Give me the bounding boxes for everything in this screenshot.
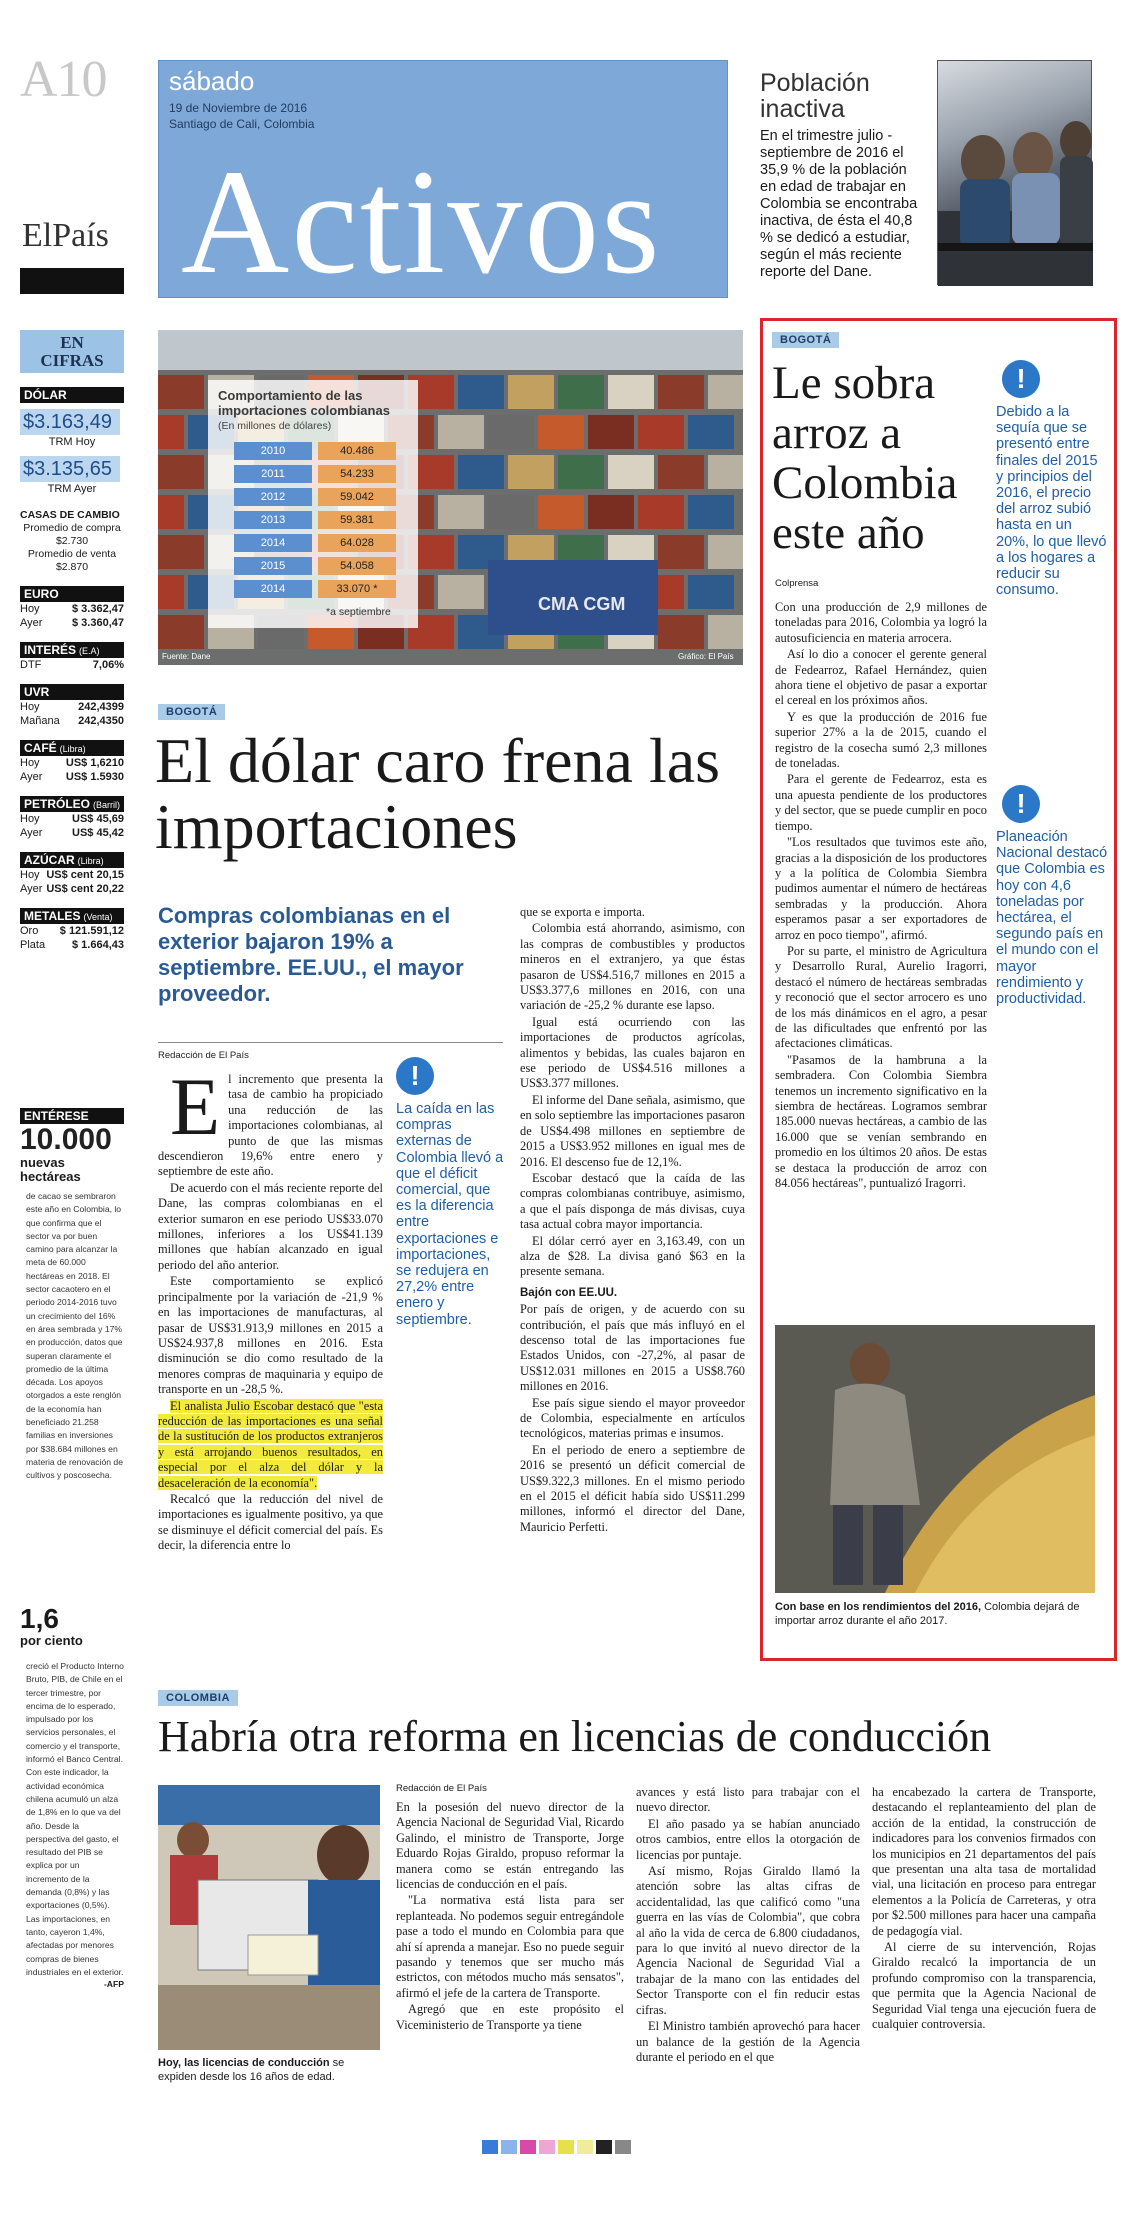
container-shape <box>708 375 743 409</box>
petroleo-header <box>20 796 124 812</box>
arroz-caption <box>775 1600 1095 1628</box>
imports-value-cell: 40.486 <box>318 442 396 460</box>
dolar-c2-subhead: Bajón con EE.UU. <box>520 1286 618 1299</box>
metales-row <box>20 938 124 952</box>
container-shape <box>158 615 204 649</box>
casas-venta-value: $2.870 <box>55 561 89 573</box>
dolar-c2-p4: El informe del Dane señala, asimismo, que en solo septiembre las importaciones pasaron de US$4.498 millones en septiembre de 2015 a US$3.952 millones en igual mes de 2016. El descenso fue de 12,1%. <box>520 1092 745 1169</box>
arroz-sidenote-2: Planeación Nacional destacó que Colombia es hoy con 4,6 toneladas por hectárea, el segundo país en el mundo con el mayor rendimiento y productividad. <box>996 829 1108 1008</box>
dolar-ayer-value: $3.135,65 <box>20 456 120 482</box>
container-shape <box>688 575 734 609</box>
licencias-c2-p1: avances y está listo para trabajar con el nuevo director. <box>636 1785 860 1815</box>
chile-text: creció el Producto Interno Bruto, PIB, de Chile en el tercer trimestre, por encima de lo esperado, impulsado por los servicios personales, el comercio y el transporte, informó el Banco Central. Con este indicador, la actividad económica chilena acumuló un alza de 1,8% en lo que va del año. Desde la perspectiva del gasto, el resultado del PIB se explica por un incremento de la demanda (0,8%) y las exportaciones (0,5%). Las importaciones, en tanto, cayeron 1,4%, afectadas por menores compras de bienes industriales en el exterior. <box>26 1661 124 1977</box>
svg-text:CMA CGM: CMA CGM <box>538 594 626 614</box>
arroz-kicker: BOGOTÁ <box>772 332 839 348</box>
enterese-text: de cacao se sembraron este año en Colombia, lo que confirma que el sector va por buen camino para alcanzar la meta de 60.000 hectáreas en 2018. El sector cacaotero en el periodo 2014-2016 tuvo un crecimiento del 16% en área sembrada y 17% en producción, datos que superan claramente el promedio de la última década. Los apoyos otorgados a este renglón de la economía han beneficiado 21.258 familias en inversiones por $38.684 millones en materia de renovación de cultivos y poscosecha. <box>26 1191 123 1481</box>
container-shape <box>538 415 584 449</box>
cafe-row <box>20 756 124 770</box>
container-shape <box>508 455 554 489</box>
license-office-image <box>158 1785 380 2050</box>
cafe-row-value: US$ 1.5930 <box>65 771 124 783</box>
arroz-headline: Le sobra arroz a Colombia este año <box>772 357 958 559</box>
imports-value-cell: 59.381 <box>318 511 396 529</box>
enterese-number: 10.000 <box>20 1123 112 1156</box>
uvr-header-label: UVR <box>24 685 50 699</box>
container-shape <box>458 375 504 409</box>
dolar-c2-p3: Igual está ocurriendo con las importaciones de productos agrícolas, alimentos y bebidas, las cuales bajaron en ese periodo de US$4.516 millones a US$3.377 millones. <box>520 1014 745 1091</box>
section-title: Activos <box>181 139 662 305</box>
container-shape <box>488 415 534 449</box>
licencias-c1-p2: "La normativa está lista para ser replanteada. No podemos seguir entregándole pase a todo el mundo en Colombia para que ahí sí aprenda a manejar. Eso no puede seguir pasando y tenemos que ser mucho más estrictos, con métodos mucho más sensatos", afirmó el jefe de la cartera de Transporte. <box>396 1893 624 2000</box>
azucar-row-label: Ayer <box>20 883 43 895</box>
imports-year-cell: 2013 <box>234 511 312 529</box>
dolar-c2-p1: que se exporta e importa. <box>520 905 645 919</box>
azucar-row-label: Hoy <box>20 869 40 881</box>
imports-table-title: Comportamiento de las importaciones colombianas <box>218 388 390 418</box>
dolar-kicker-wrap <box>158 702 225 720</box>
imports-table-subtitle: (En millones de dólares) <box>218 420 332 432</box>
enterese-box <box>20 1108 124 1483</box>
dolar-c2-p5: Escobar destacó que la caída de las compras colombianas contribuye, asimismo, a que el país disponga de más divisas, cuya tasa actual cobra mayor importancia. <box>520 1170 745 1232</box>
brand-bar <box>20 268 124 294</box>
casas-compra-label: Promedio de compra <box>23 522 121 534</box>
container-shape <box>638 415 684 449</box>
container-shape <box>638 495 684 529</box>
licencias-caption-rest: se expiden desde los 16 años de edad. <box>158 2057 345 2083</box>
azucar-row-value: US$ cent 20,22 <box>46 883 124 895</box>
page-number: A10 <box>20 51 107 108</box>
container-shape <box>438 495 484 529</box>
licencias-col-1 <box>396 1800 624 2034</box>
imports-table-note: *a septiembre <box>326 606 391 618</box>
arroz-p4: Para el gerente de Fedearroz, esta es una apuesta pendiente de los productores y del sector, que se puede cumplir en poco tiempo. <box>775 772 987 833</box>
container-shape <box>608 375 654 409</box>
licencias-col-3 <box>872 1785 1096 2034</box>
euro-row-label: Ayer <box>20 617 43 629</box>
arroz-p3: Y es que la producción de 2016 fue superior 27% a la de 2015, cuando el registro de la cosecha sumó 2,3 millones de toneladas. <box>775 709 987 771</box>
container-shape <box>158 535 204 569</box>
petroleo-row-label: Ayer <box>20 827 43 839</box>
licencias-caption-bold: Hoy, las licencias de conducción <box>158 2057 330 2069</box>
bench-people-image <box>938 61 1093 286</box>
masthead-place: Santiago de Cali, Colombia <box>169 117 315 131</box>
casas-header: CASAS DE CAMBIO <box>20 509 120 521</box>
container-shape <box>438 575 484 609</box>
euro-row <box>20 616 124 630</box>
dolar-dropcap: E <box>170 1061 221 1152</box>
euro-row-label: Hoy <box>20 603 40 615</box>
dolar-hoy-value: $3.163,49 <box>20 409 120 435</box>
exclamation-icon: ! <box>1002 785 1040 823</box>
arroz-sidenote-2-box <box>996 785 1108 1007</box>
arroz-col <box>775 600 987 1192</box>
poblacion-photo <box>937 60 1092 285</box>
brand-logo: ElPaís <box>22 217 109 254</box>
cafe-row-label: Hoy <box>20 757 40 769</box>
arroz-photo <box>775 1325 1095 1593</box>
container-shape <box>708 535 743 569</box>
licencias-caption <box>158 2056 383 2084</box>
rice-worker-image <box>775 1325 1095 1593</box>
casas-compra-value: $2.730 <box>55 535 89 547</box>
uvr-header <box>20 684 124 700</box>
dolar-headline: El dólar caro frena las importaciones <box>155 725 721 862</box>
dolar-col-1 <box>158 1061 383 1555</box>
container-shape <box>658 615 704 649</box>
dolar-subhead-rule <box>158 1042 503 1043</box>
container-shape <box>688 415 734 449</box>
container-shape <box>538 495 584 529</box>
sidebar-group-cafe <box>20 740 124 784</box>
licencias-c3-p1: ha encabezado la cartera de Transporte, destacando el replanteamiento del plan de acción de la entidad, la construcción de indicadores para los convenios firmados con los municipios en 21 departamentos del país que presentan una alta tasa de mortalidad vial, una licitación en proceso para entregar elementos a la Policía de Carreteras, y otra por $2.500 millones para hacer una campaña de pedagogía vial. <box>872 1785 1096 1938</box>
dolar-c2-p7: Por país de origen, y de acuerdo con su contribución, el país que más influyó en el descenso total de las importaciones fue Estados Unidos, con -27,2%, al pasar de US$12.031 millones en 2015 a US$8.760 millones en 2016. <box>520 1302 745 1394</box>
licencias-c2-p2: El año pasado ya se habían anunciado otros cambios, entre ellos la otorgación de licencias por puntaje. <box>636 1816 860 1862</box>
licencias-photo <box>158 1785 380 2050</box>
imports-year-cell: 2011 <box>234 465 312 483</box>
azucar-row-value: US$ cent 20,15 <box>46 869 124 881</box>
container-shape <box>588 415 634 449</box>
container-shape <box>608 455 654 489</box>
uvr-row-label: Hoy <box>20 701 40 713</box>
container-shape <box>158 575 184 609</box>
arroz-caption-rest: Colombia dejará de importar arroz durante el año 2017. <box>775 1601 1080 1627</box>
chile-unit: por ciento <box>20 1633 83 1648</box>
imports-year-cell: 2010 <box>234 442 312 460</box>
container-shape <box>558 455 604 489</box>
sidebar-title-2: CIFRAS <box>40 351 104 370</box>
arroz-p6: Por su parte, el ministro de Agricultura y Desarrollo Rural, Aurelio Iragorri, destacó el número de hectáreas sembradas y reconoció que el sector arrocero es uno de los más dinámicos en el agro, a pesar de las dificultades que enfrentó por las afectaciones climáticas. <box>775 943 987 1051</box>
azucar-row <box>20 882 124 896</box>
masthead-date: 19 de Noviembre de 2016 <box>169 101 308 115</box>
enterese-unit: nuevas hectáreas <box>20 1155 81 1184</box>
container-shape <box>658 455 704 489</box>
container-shape <box>558 375 604 409</box>
metales-row-value: $ 121.591,12 <box>59 925 124 937</box>
sidebar-group-petroleo <box>20 796 124 840</box>
licencias-c3-p2: Al cierre de su intervención, Rojas Giraldo recalcó la importancia de un profundo compromiso con la transparencia, que permita que la Agencia Nacional de Seguridad Vial tenga una ejecución fuera de cualquier controversia. <box>872 1940 1096 2032</box>
metales-row-value: $ 1.664,43 <box>72 939 124 951</box>
container-shape <box>658 535 704 569</box>
sidebar <box>20 330 124 952</box>
azucar-header-note: (Libra) <box>77 856 104 866</box>
dolar-sidenote: La caída en las compras externas de Colombia llevó a que el déficit comercial, que es la diferencia entre exportaciones e importaciones, se redujera en 27,2% entre enero y septiembre. <box>396 1101 504 1328</box>
container-shape <box>708 615 743 649</box>
masthead-day: sábado <box>169 66 255 96</box>
imports-table-rows <box>234 442 404 603</box>
sidebar-group-azucar <box>20 852 124 896</box>
imports-table-row <box>234 465 404 483</box>
cafe-row <box>20 770 124 784</box>
containers-photo <box>158 330 743 665</box>
dolar-subhead: Compras colombianas en el exterior bajaron 19% a septiembre. EE.UU., el mayor proveedor. <box>158 903 464 1006</box>
sidebar-group-interes <box>20 642 124 672</box>
licencias-c1-p1: En la posesión del nuevo director de la Agencia Nacional de Seguridad Vial, Ricardo Galindo, el ministro de Transporte, Jorge Eduardo Rojas Giraldo, propuso reformar la manera como se están entregando las licencias de conducción en el país. <box>396 1800 624 1892</box>
container-shape <box>708 455 743 489</box>
petroleo-header-note: (Barril) <box>93 800 121 810</box>
arroz-p2: Así lo dio a conocer el gerente general de Fedearroz, Rafael Hernández, quien ahora tiene el objetivo de pasar a exportar el cereal en los próximos años. <box>775 647 987 708</box>
metales-row-label: Oro <box>20 925 39 937</box>
cafe-row-label: Ayer <box>20 771 43 783</box>
interes-row-value: 7,06% <box>92 659 124 671</box>
interes-header <box>20 642 124 658</box>
graphic-source: Fuente: Dane <box>162 652 211 661</box>
exclamation-icon: ! <box>1002 360 1040 398</box>
petroleo-row-value: US$ 45,69 <box>72 813 124 825</box>
petroleo-row-value: US$ 45,42 <box>72 827 124 839</box>
poblacion-text: En el trimestre julio - septiembre de 2016 el 35,9 % de la población en edad de trabajar en Colombia se encontraba inactiva, de ésta el 40,8 % se dedicó a estudiar, según el más reciente reporte del Dane. <box>760 128 918 280</box>
euro-row-value: $ 3.360,47 <box>72 617 124 629</box>
container-shape <box>158 455 204 489</box>
dolar-kicker: BOGOTÁ <box>158 704 225 720</box>
dolar-p4-highlight: El analista Julio Escobar destacó que "esta reducción de las importaciones es una señal de la sustitución de los productos extranjeros y está arrojando buenos resultados, en especial por el alza del dólar y la desaceleración de la economía". <box>158 1398 383 1490</box>
container-shape <box>688 495 734 529</box>
licencias-col-2 <box>636 1785 860 2066</box>
sidebar-group-metales <box>20 908 124 952</box>
container-shape <box>588 495 634 529</box>
azucar-header-label: AZÚCAR <box>24 853 75 867</box>
imports-value-cell: 54.058 <box>318 557 396 575</box>
color-registration-bar <box>482 2140 631 2154</box>
container-shape <box>158 495 184 529</box>
dolar-p3: Este comportamiento se explicó principalmente por la variación de -21,9 % en las importaciones de manufacturas, al pasar de US$31.913,9 millones en 2015 a US$24.937,8 millones en 2016. Esta disminución se dio como resultado de la menores compras de maquinaria y equipo de transporte en un -28,5 %. <box>158 1274 383 1397</box>
sidebar-group-euro <box>20 586 124 630</box>
arroz-sidenote-1-box <box>996 360 1108 598</box>
metales-header-label: METALES <box>24 909 81 923</box>
graphic-credit: Gráfico: El País <box>678 652 734 661</box>
arroz-p5: "Los resultados que tuvimos este año, gracias a la disposición de los productores y a la política de Colombia Siembra pudimos aumentar el número de hectáreas sembradas y la producción. Ahora esperamos pasar a ser exportadores de arroz en poco tiempo", afirmó. <box>775 835 987 942</box>
cafe-row-value: US$ 1,6210 <box>65 757 124 769</box>
dolar-sidenote-box <box>396 1057 504 1328</box>
imports-year-cell: 2014 <box>234 580 312 598</box>
imports-year-cell: 2012 <box>234 488 312 506</box>
dolar-p5: Recalcó que la reducción del nivel de importaciones es igualmente positivo, ya que se disminuye el déficit comercial del país. Es decir, la diferencia entre lo <box>158 1491 383 1553</box>
uvr-row-label: Mañana <box>20 715 60 727</box>
imports-value-cell: 54.233 <box>318 465 396 483</box>
container-shape <box>158 415 184 449</box>
uvr-row <box>20 700 124 714</box>
imports-table-row <box>234 488 404 506</box>
arroz-sidenote-1: Debido a la sequía que se presentó entre finales del 2015 y principios del 2016, el precio del arroz subió hasta en un 20%, lo que llevó a los hogares a reducir su consumo. <box>996 404 1107 599</box>
imports-year-cell: 2014 <box>234 534 312 552</box>
masthead-banner <box>158 60 728 305</box>
cafe-header <box>20 740 124 756</box>
imports-value-cell: 59.042 <box>318 488 396 506</box>
imports-table-row <box>234 580 404 598</box>
petroleo-row <box>20 826 124 840</box>
uvr-row-value: 242,4350 <box>78 715 124 727</box>
container-shape <box>488 495 534 529</box>
arroz-kicker-wrap <box>772 330 839 348</box>
imports-year-cell: 2015 <box>234 557 312 575</box>
dolar-hoy-label: TRM Hoy <box>48 436 96 448</box>
euro-row <box>20 602 124 616</box>
dolar-ayer-label: TRM Ayer <box>47 483 97 495</box>
dolar-c2-p6: El dólar cerró ayer en 3,163.49, con un alza de $28. La divisa ganó $63 en la presente semana. <box>520 1233 745 1279</box>
arroz-caption-bold: Con base en los rendimientos del 2016, <box>775 1601 982 1613</box>
metales-row-label: Plata <box>20 939 46 951</box>
poblacion-title: Población inactiva <box>760 69 870 123</box>
cafe-header-label: CAFÉ <box>24 741 57 755</box>
licencias-kicker: COLOMBIA <box>158 1690 238 1706</box>
arroz-p7: "Pasamos de la hambruna a la sembradera. Con Colombia Siembra tenemos un incremento significativo en la siembra de hectáreas. Logramos sembrar 185.000 nuevas hectáreas, a cambio de las 16.000 que se venían sembrando en promedio en los últimos 20 años. De estas se destaca la producción de arroz con 84.056 hectáreas", puntualizó Iragorri. <box>775 1052 987 1191</box>
licencias-headline: Habría otra reforma en licencias de conducción <box>158 1712 992 1761</box>
dolar-byline: Redacción de El País <box>158 1050 249 1061</box>
sidebar-title-box <box>20 330 124 373</box>
licencias-kicker-wrap <box>158 1688 238 1706</box>
dolar-p2: De acuerdo con el más reciente reporte del Dane, las compras colombianas en el exterior sumaron en ese periodo US$33.070 millones, inferiores a los US$41.139 millones que habían alcanzado en igual periodo del año anterior. <box>158 1180 383 1272</box>
uvr-row <box>20 714 124 728</box>
chile-source: -AFP <box>103 1979 124 1990</box>
sidebar-group-uvr <box>20 684 124 728</box>
dolar-c2-p2: Colombia está ahorrando, asimismo, con las compras de combustibles y productos mineros en el extranjero, ya que éstas pasaron de US$4.516,7 millones en 2015 a US$3.377,6 millones en 2016, con una variación de -25,2 % durante ese lapso. <box>520 921 745 1013</box>
dolar-c2-p8: Ese país sigue siendo el mayor proveedor de Colombia, especialmente en artículos tecnológicos, materias primas e insumos. <box>520 1395 745 1441</box>
imports-table-row <box>234 534 404 552</box>
container-shape <box>458 455 504 489</box>
exclamation-icon: ! <box>396 1057 434 1095</box>
dolar-p1: l incremento que presenta la tasa de cambio ha propiciado una reducción de las importaciones colombianas, al punto de que las mismas descendieron 19,6% entre enero y septiembre de este año. <box>158 1072 383 1179</box>
chile-number: 1,6 <box>20 1603 59 1634</box>
arroz-p1: Con una producción de 2,9 millones de toneladas para 2016, Colombia ya logró la autosuficiencia en materia arrocera. <box>775 600 987 645</box>
casas-venta-label: Promedio de venta <box>27 548 117 560</box>
licencias-c2-p4: El Ministro también aprovechó para hacer un balance de la gestión de la Agencia durante el periodo en el que <box>636 2019 860 2064</box>
cafe-header-note: (Libra) <box>59 744 86 754</box>
dolar-c2-p9: En el periodo de enero a septiembre de 2016 se presentó un déficit comercial de US$9.322,3 millones. En el mismo periodo en el 2015 el déficit había sido US$11.299 millones, informó el director del Dane, Mauricio Perfetti. <box>520 1442 745 1534</box>
imports-table-row <box>234 442 404 460</box>
dolar-header: DÓLAR <box>20 387 124 403</box>
enterese-header: ENTÉRESE <box>20 1108 124 1124</box>
euro-header <box>20 586 124 602</box>
sidebar-title-1: EN <box>60 333 84 352</box>
dolar-col-2 <box>520 905 745 1536</box>
interes-row <box>20 658 124 672</box>
container-shape <box>508 375 554 409</box>
metales-header-note: (Venta) <box>83 912 113 922</box>
imports-value-cell: 33.070 * <box>318 580 396 598</box>
arroz-byline: Colprensa <box>775 578 819 589</box>
container-shape <box>438 415 484 449</box>
licencias-c1-p3: Agregó que en este propósito el Viceministerio de Transporte ya tiene <box>396 2002 624 2032</box>
container-shape <box>158 375 204 409</box>
imports-table-panel <box>208 380 418 628</box>
petroleo-row <box>20 812 124 826</box>
licencias-byline: Redacción de El País <box>396 1783 487 1794</box>
interes-header-label: INTERÉS <box>24 643 77 657</box>
imports-table-row <box>234 511 404 529</box>
chile-box <box>20 1605 124 1989</box>
azucar-row <box>20 868 124 882</box>
euro-row-value: $ 3.362,47 <box>72 603 124 615</box>
imports-value-cell: 64.028 <box>318 534 396 552</box>
euro-header-label: EURO <box>24 587 59 601</box>
petroleo-row-label: Hoy <box>20 813 40 825</box>
interes-row-label: DTF <box>20 659 42 671</box>
licencias-c2-p3: Así mismo, Rojas Giraldo llamó la atención sobre las altas cifras de accidentalidad, las que calificó como "una guerra en las vías de Colombia", que cobra al año la vida de cerca de 6.800 ciudadanos, para lo que invitó al nuevo director de la Agencia Nacional de Seguridad Vial a trabajar de la mano con las entidades del Sector Transporte con el fin reducir estas cifras. <box>636 1864 860 2017</box>
container-shape <box>658 375 704 409</box>
uvr-row-value: 242,4399 <box>78 701 124 713</box>
metales-row <box>20 924 124 938</box>
imports-table-row <box>234 557 404 575</box>
metales-header <box>20 908 124 924</box>
interes-header-note: (E.A) <box>79 646 100 656</box>
petroleo-header-label: PETRÓLEO <box>24 797 91 811</box>
azucar-header <box>20 852 124 868</box>
